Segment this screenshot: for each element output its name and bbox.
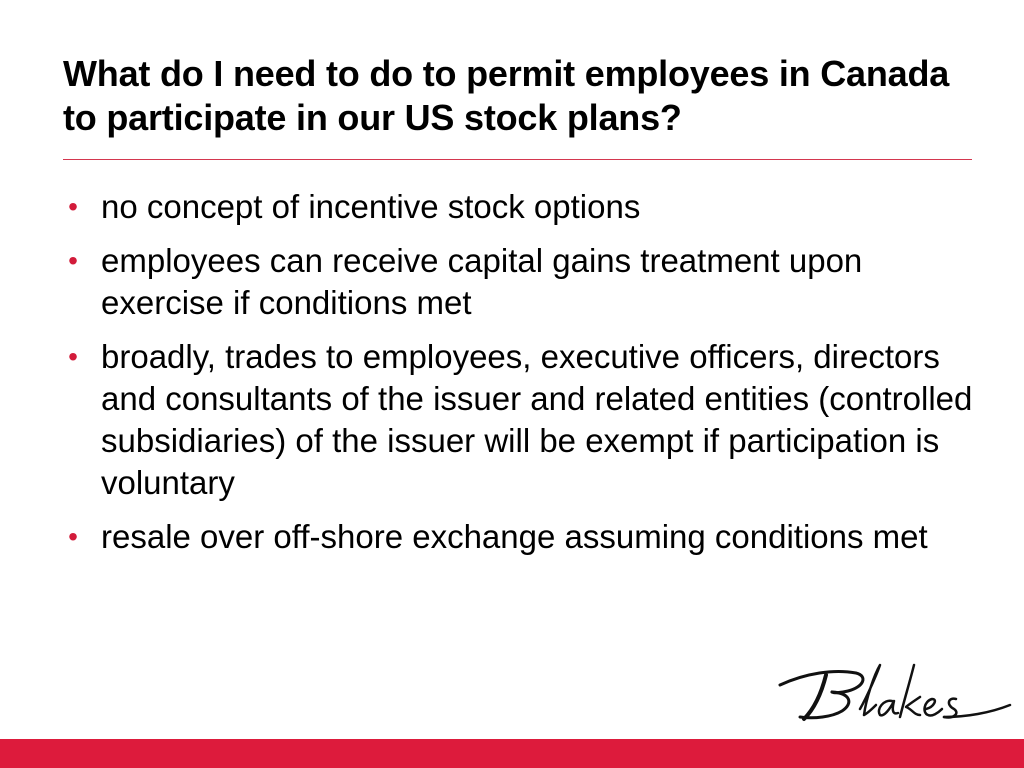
bullet-dot-icon: • [68,341,78,372]
bullet-text: no concept of incentive stock options [101,188,641,225]
bullet-dot-icon: • [68,521,78,552]
bullet-text: broadly, trades to employees, executive officers, directors and consultants of the issuer and related entities (controlled subsidiaries) of the issuer will be exempt if participation is voluntary [101,338,973,501]
bullet-list [63,186,983,570]
slide-title: What do I need to do to permit employees in Canada to participate in our US stock plans? [63,53,950,138]
bullet-text: resale over off-shore exchange assuming conditions met [101,518,928,555]
bullet-item [63,240,983,324]
bullet-text: employees can receive capital gains treatment upon exercise if conditions met [101,242,863,321]
bullet-item [63,516,983,558]
bullet-dot-icon: • [68,191,78,222]
title-divider [63,159,972,160]
bullet-dot-icon: • [68,245,78,276]
blakes-logo [776,651,1016,731]
bullet-item [63,336,983,504]
bullet-item [63,186,983,228]
footer-accent-bar [0,739,1024,768]
